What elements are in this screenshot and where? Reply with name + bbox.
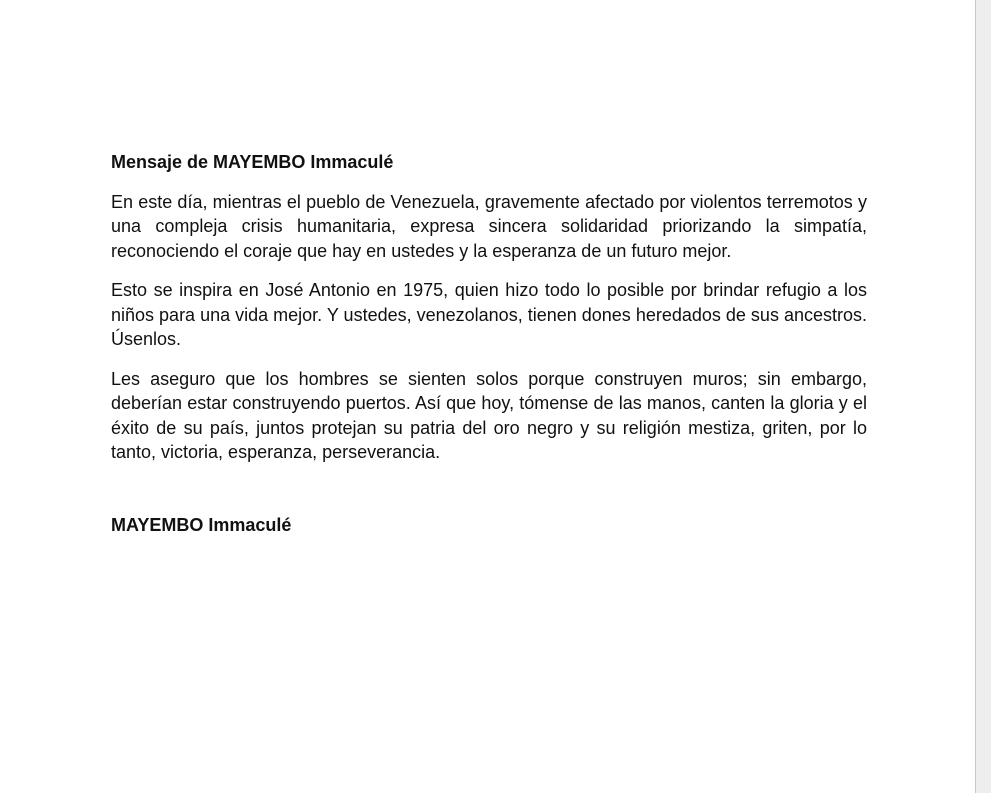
document-content [111,150,867,537]
signature: MAYEMBO Immaculé [111,514,292,535]
message-heading: Mensaje de MAYEMBO Immaculé [111,152,394,172]
paragraph-3: Les aseguro que los hombres se sienten solos porque construyen muros; sin embargo, deberían estar construyendo puertos. Así que hoy, tómense de las manos, canten la gloria y el éxito de su país, juntos protejan su patria del oro negro y su religión mestiza, griten, por lo tanto, victoria, esperanza, perseverancia. [111,368,867,462]
paragraph-2: Esto se inspira en José Antonio en 1975, quien hizo todo lo posible por brindar refugio a los niños para una vida mejor. Y ustedes, venezolanos, tienen dones heredados de sus ancestros. Úsenlos. [111,280,867,349]
viewer-gutter [976,0,991,793]
paragraph-1: En este día, mientras el pueblo de Venezuela, gravemente afectado por violentos terremotos y una compleja crisis humanitaria, expresa sincera solidaridad priorizando la simpatía, reconociendo el coraje que hay en ustedes y la esperanza de un futuro mejor. [111,191,867,261]
